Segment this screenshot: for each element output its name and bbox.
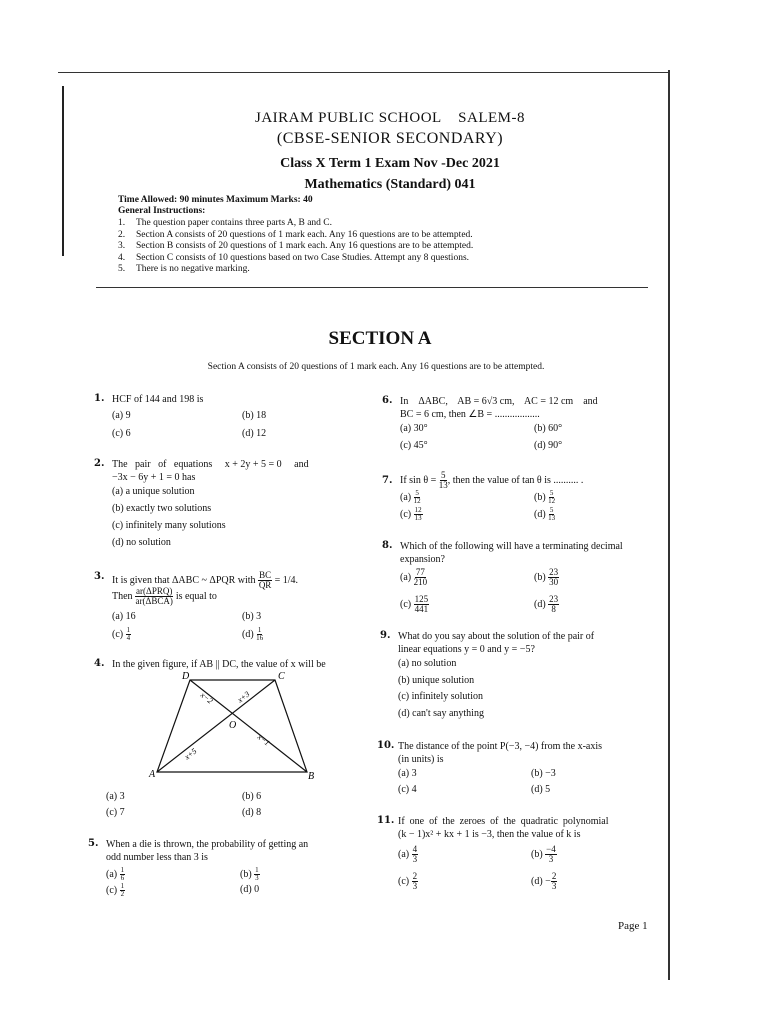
vertex-a-label: A — [149, 769, 156, 780]
instruction-item: 3. Section B consists of 20 questions of 1 mark each. Any 16 questions are to be attempted. — [118, 241, 474, 252]
option-a: (a) 30° — [400, 423, 428, 434]
question-number: 5. — [88, 838, 99, 849]
option-d: (d) 12 — [242, 428, 267, 439]
option-c: (c) $\frac{12}{13}$ — [400, 506, 422, 522]
vertex-d-label: D — [182, 671, 190, 682]
question-text: It is given that ΔABC ~ ΔPQR with $\frac{BC}{QR}$ = 1/4. — [112, 570, 298, 590]
option-a: (a) $\frac{5}{12}$ — [400, 489, 421, 505]
question-number: 9. — [380, 630, 391, 641]
option-d: (d) 90° — [534, 440, 563, 451]
question-text: In the given figure, if AB || DC, the value of x will be — [112, 659, 326, 670]
vertex-c-label: C — [278, 671, 285, 682]
option-b: (b) 18 — [242, 410, 267, 421]
option-a: (a) 9 — [112, 410, 131, 421]
option-c: (c) 6 — [112, 428, 131, 439]
header-divider — [96, 287, 648, 288]
top-rule — [58, 72, 668, 73]
segment-do-label: x−2 — [198, 690, 215, 706]
option-d: (d) can't say anything — [398, 708, 484, 719]
left-margin-rule — [62, 86, 64, 256]
question-number: 1. — [94, 393, 105, 404]
option-c: (c) infinitely solution — [398, 691, 483, 702]
question-text: What do you say about the solution of the pair of — [398, 631, 595, 642]
general-instructions-title: General Instructions: — [118, 206, 206, 216]
question-text: HCF of 144 and 198 is — [112, 394, 204, 405]
option-d: (d) 0 — [240, 884, 260, 895]
trapezium-figure — [145, 668, 325, 786]
option-a: (a) $\frac{4}{3}$ — [398, 844, 418, 864]
option-b: (b) $\frac{23}{30}$ — [534, 567, 559, 587]
question-text: −3x − 6y + 1 = 0 has — [112, 472, 196, 483]
option-a: (a) no solution — [398, 658, 457, 669]
option-c: (c) $\frac{1}{4}$ — [112, 626, 131, 642]
question-number: 2. — [94, 458, 105, 469]
question-text: If one of the zeroes of the quadratic polynomial — [398, 816, 609, 827]
option-a: (a) 3 — [398, 768, 417, 779]
question-text: BC = 6 cm, then ∠B = .................. — [400, 409, 540, 420]
center-o-label: O — [229, 720, 237, 731]
question-number: 7. — [382, 475, 393, 486]
option-a: (a) a unique solution — [112, 486, 195, 497]
option-d: (d) $\frac{23}{8}$ — [534, 594, 559, 614]
segment-ao-label: x+5 — [182, 746, 199, 762]
option-c: (c) $\frac{1}{2}$ — [106, 882, 125, 898]
question-number: 3. — [94, 571, 105, 582]
instruction-item: 2. Section A consists of 20 questions of 1 mark each. Any 16 questions are to be attempted. — [118, 229, 473, 240]
option-d: (d) $\frac{5}{13}$ — [534, 506, 556, 522]
exam-title: Class X Term 1 Exam Nov -Dec 2021 — [280, 156, 500, 171]
section-description: Section A consists of 20 questions of 1 mark each. Any 16 questions are to be attempted. — [207, 362, 545, 372]
option-d: (d) 5 — [531, 784, 551, 795]
subject-title: Mathematics (Standard) 041 — [304, 177, 476, 192]
section-title: SECTION A — [328, 328, 432, 349]
option-c: (c) 7 — [106, 807, 125, 818]
question-number: 8. — [382, 540, 393, 551]
option-a: (a) 3 — [106, 791, 125, 802]
question-text: Which of the following will have a terminating decimal — [400, 541, 623, 552]
option-b: (b) exactly two solutions — [112, 503, 212, 514]
question-text: linear equations y = 0 and y = −5? — [398, 644, 535, 655]
option-b: (b) 6 — [242, 791, 262, 802]
segment-oc-label: x+3 — [235, 689, 252, 705]
option-b: (b) 3 — [242, 611, 262, 622]
question-text: When a die is thrown, the probability of getting an — [106, 839, 309, 850]
question-text: expansion? — [400, 554, 445, 565]
right-margin-rule — [668, 70, 670, 980]
question-text: (in units) is — [398, 754, 444, 765]
question-text: (k − 1)x² + kx + 1 is −3, then the value of k is — [398, 829, 581, 840]
ratio-fraction: $\frac{BC}{QR}$ — [258, 570, 272, 590]
question-text: In ΔABC, AB = 6√3 cm, AC = 12 cm and — [400, 396, 598, 407]
time-marks: Time Allowed: 90 minutes Maximum Marks: 40 — [118, 195, 313, 205]
option-d: (d) − $\frac{2}{3}$ — [531, 871, 557, 891]
instruction-item: 5. There is no negative marking. — [118, 264, 250, 275]
option-c: (c) $\frac{2}{3}$ — [398, 871, 418, 891]
option-b: (b) unique solution — [398, 675, 475, 686]
question-number: 10. — [377, 740, 395, 751]
option-b: (b) $\frac{-4}{3}$ — [531, 844, 556, 864]
question-number: 11. — [377, 815, 395, 826]
sine-fraction: $\frac{5}{13}$ — [438, 470, 448, 490]
option-b: (b) $\frac{1}{3}$ — [240, 866, 259, 882]
question-text: Then $\frac{\text{ar(ΔPRQ)}}{\text{ar(ΔBCA)}}$ is equal to — [112, 586, 217, 606]
question-number: 6. — [382, 395, 393, 406]
instruction-item: 1. The question paper contains three parts A, B and C. — [118, 218, 333, 228]
vertex-b-label: B — [308, 771, 315, 782]
instruction-item: 4. Section C consists of 10 questions based on two Case Studies. Attempt any 8 questions. — [118, 252, 470, 263]
option-b: (b) 60° — [534, 423, 563, 434]
question-number: 4. — [94, 658, 105, 669]
area-fraction: $\frac{\text{ar(ΔPRQ)}}{\text{ar(ΔBCA)}}$ — [135, 586, 173, 606]
option-a: (a) 16 — [112, 611, 136, 622]
option-d: (d) 8 — [242, 807, 262, 818]
option-c: (c) 45° — [400, 440, 428, 451]
school-name: JAIRAM PUBLIC SCHOOL SALEM-8 — [255, 110, 525, 126]
option-b: (b) −3 — [531, 768, 556, 779]
question-text: odd number less than 3 is — [106, 852, 208, 863]
option-a: (a) $\frac{77}{210}$ — [400, 567, 428, 587]
page-number: Page 1 — [618, 920, 648, 932]
option-a: (a) $\frac{1}{6}$ — [106, 866, 125, 882]
option-c: (c) $\frac{125}{441}$ — [400, 594, 429, 614]
segment-ob-label: x−1 — [255, 732, 272, 748]
question-text: If sin θ = $\frac{5}{13}$ , then the value of tan θ is .......... . — [400, 470, 584, 490]
option-c: (c) infinitely many solutions — [112, 520, 226, 531]
question-text: The distance of the point P(−3, −4) from the x-axis — [398, 741, 603, 752]
option-c: (c) 4 — [398, 784, 417, 795]
instructions-list — [118, 218, 473, 276]
question-text: The pair of equations x + 2y + 5 = 0 and — [112, 459, 309, 470]
option-b: (b) $\frac{5}{12}$ — [534, 489, 556, 505]
board-name: (CBSE-SENIOR SECONDARY) — [276, 130, 504, 147]
option-d: (d) $\frac{1}{16}$ — [242, 626, 264, 642]
option-d: (d) no solution — [112, 537, 171, 548]
